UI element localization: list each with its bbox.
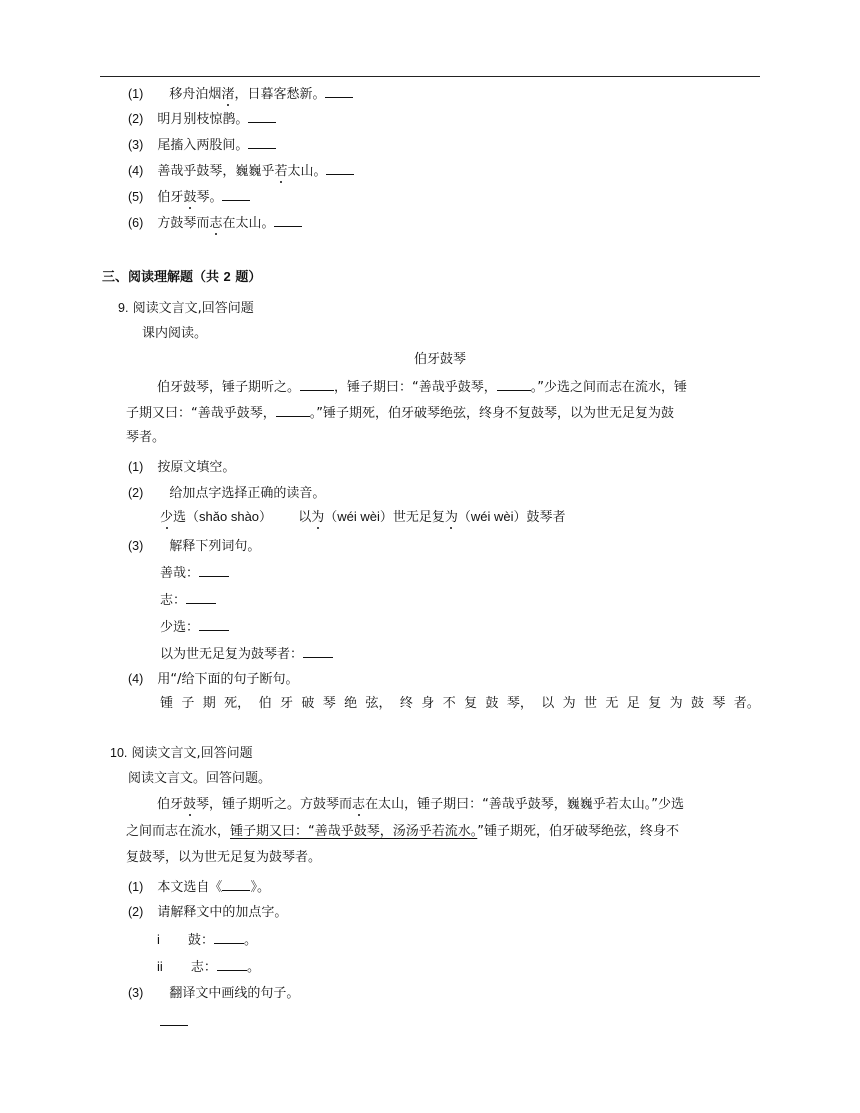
answer-blank[interactable] <box>274 213 302 227</box>
q9-passage-line-1: 伯牙鼓琴，锤子期听之。 ，锤子期曰：“善哉乎鼓琴， 。”少选之间而志在流水，锤 <box>157 377 687 397</box>
define-zhi: 志： <box>160 590 216 610</box>
answer-blank[interactable] <box>326 161 354 175</box>
answer-blank[interactable] <box>186 590 216 604</box>
sentence-char: 伯 <box>258 696 272 711</box>
q9-sub-1: (1) 按原文填空。 <box>128 460 236 475</box>
q10-translate-answer <box>160 1012 188 1032</box>
q9-sub-4: (4) 用“/给下面的句子断句。 <box>128 672 299 687</box>
answer-blank[interactable] <box>276 403 310 417</box>
q10-sub-3: (3) 翻译文中画线的句子。 <box>128 986 300 1001</box>
sentence-char: 复 <box>464 696 478 711</box>
q9-passage-line-2: 子期又曰：“善哉乎鼓琴， 。”锤子期死，伯牙破琴绝弦，终身不复鼓琴，以为世无足复为鼓 <box>126 403 674 423</box>
sentence-char: 者。 <box>733 696 760 711</box>
answer-blank[interactable] <box>222 877 250 891</box>
q10-sub-2-i: i 鼓： 。 <box>157 932 258 948</box>
q10-intro: 阅读文言文。回答问题。 <box>128 771 272 786</box>
answer-blank[interactable] <box>325 84 353 98</box>
sentence-char: 终 <box>399 696 413 711</box>
answer-blank[interactable] <box>160 1012 188 1026</box>
sentence-char: 不 <box>442 696 456 711</box>
q9-heading: 9. 阅读文言文,回答问题 <box>118 301 254 316</box>
question-6: (6) 方鼓琴而志在太山。 <box>128 213 302 233</box>
answer-blank[interactable] <box>248 109 276 123</box>
sentence-char: 锺 <box>160 696 174 711</box>
sentence-char: 鼓 <box>485 696 499 711</box>
sentence-char: 死， <box>224 696 251 711</box>
underlined-sentence: 锺子期又曰：“善哉乎鼓琴，汤汤乎若流水。 <box>230 824 478 839</box>
passage-title: 伯牙鼓琴 <box>414 352 467 367</box>
sentence-char: 为 <box>562 696 576 711</box>
sentence-char: 琴 <box>712 696 726 711</box>
sentence-char: 破 <box>301 696 315 711</box>
q10-sub-2-ii: ii 志： 。 <box>157 959 260 975</box>
answer-blank[interactable] <box>248 135 276 149</box>
question-3: (3) 尾搐入两股间。 <box>128 135 276 155</box>
pronunciation-options: 少选（shǎo shào） 以为（wéi wèi）世无足复为（wéi wèi）鼓琴者 <box>160 509 566 525</box>
q10-sub-2: (2) 请解释文中的加点字。 <box>128 905 288 920</box>
q9-intro: 课内阅读。 <box>142 326 208 341</box>
q9-sub-2: (2) 给加点字选择正确的读音。 <box>128 486 326 501</box>
answer-blank[interactable] <box>199 617 229 631</box>
sentence-char: 无 <box>605 696 619 711</box>
q10-passage-line-3: 复鼓琴，以为世无足复为鼓琴者。 <box>126 850 322 865</box>
sentence-char: 为 <box>669 696 683 711</box>
define-shaoxuan: 少选： <box>160 617 229 637</box>
answer-blank[interactable] <box>300 377 334 391</box>
question-5: (5) 伯牙鼓琴。 <box>128 187 250 207</box>
q10-passage-line-2: 之间而志在流水，锺子期又曰：“善哉乎鼓琴，汤汤乎若流水。”锺子期死，伯牙破琴绝弦，终身不 <box>126 824 680 839</box>
sentence-char: 以 <box>541 696 555 711</box>
header-rule <box>100 76 760 77</box>
sentence-char: 期 <box>202 696 216 711</box>
sentence-char: 世 <box>584 696 598 711</box>
question-1: (1) 移舟泊烟渚，日暮客愁新。 <box>128 84 353 104</box>
q10-passage-line-1: 伯牙鼓琴，锺子期听之。方鼓琴而志在太山，锺子期曰：“善哉乎鼓琴，巍巍乎若太山。”少选 <box>157 797 685 812</box>
answer-blank[interactable] <box>303 644 333 658</box>
sentence-char: 弦， <box>365 696 392 711</box>
q10-heading: 10. 阅读文言文,回答问题 <box>110 746 253 761</box>
sentence-char: 复 <box>648 696 662 711</box>
question-2: (2) 明月别枝惊鹊。 <box>128 109 276 129</box>
answer-blank[interactable] <box>199 563 229 577</box>
question-4: (4) 善哉乎鼓琴，巍巍乎若太山。 <box>128 161 354 181</box>
section-title: 三、阅读理解题（共 2 题） <box>102 269 262 285</box>
answer-blank[interactable] <box>497 377 531 391</box>
sentence-char: 身 <box>421 696 435 711</box>
sentence-char: 足 <box>626 696 640 711</box>
sentence-char: 绝 <box>344 696 358 711</box>
sentence-to-punctuate <box>160 695 760 713</box>
answer-blank[interactable] <box>217 957 247 971</box>
sentence-char: 鼓 <box>690 696 704 711</box>
answer-blank[interactable] <box>222 187 250 201</box>
q10-sub-1: (1) 本文选自《 》。 <box>128 877 270 897</box>
sentence-char: 琴， <box>506 696 533 711</box>
define-sentence: 以为世无足复为鼓琴者： <box>160 644 333 664</box>
q9-sub-3: (3) 解释下列词句。 <box>128 539 261 554</box>
define-shanzai: 善哉： <box>160 563 229 583</box>
q9-passage-line-3: 琴者。 <box>126 430 166 445</box>
sentence-char: 牙 <box>279 696 293 711</box>
sentence-char: 子 <box>181 696 195 711</box>
answer-blank[interactable] <box>214 930 244 944</box>
sentence-char: 琴 <box>322 696 336 711</box>
